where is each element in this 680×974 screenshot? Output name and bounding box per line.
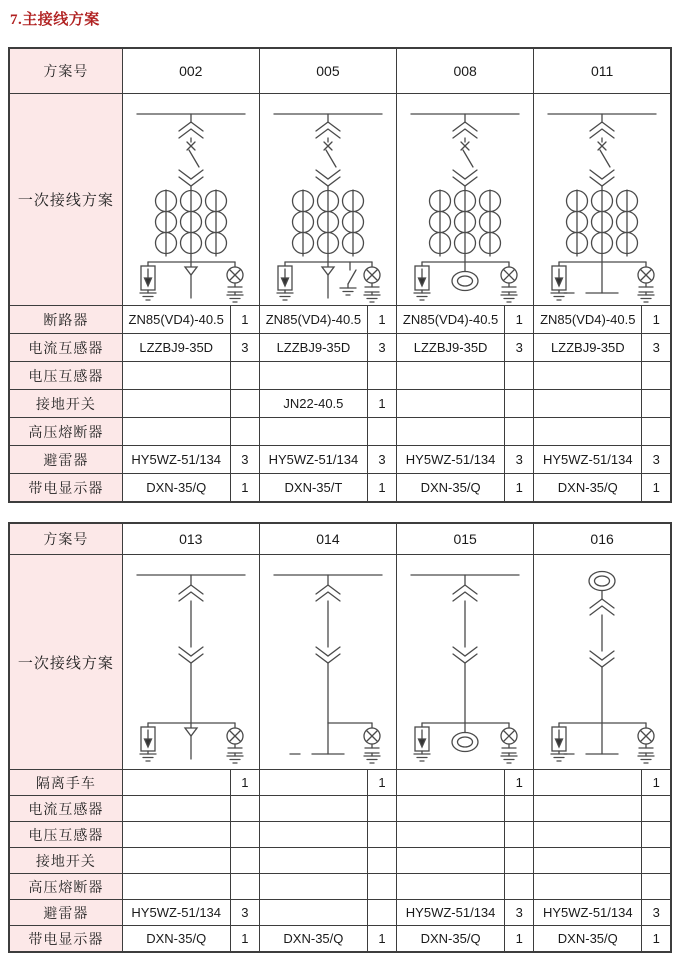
component-label-arrester: 避雷器	[9, 900, 122, 926]
component-qty	[230, 822, 259, 848]
component-qty	[642, 874, 671, 900]
component-type: HY5WZ-51/134	[122, 446, 230, 474]
component-type: HY5WZ-51/134	[397, 446, 505, 474]
component-row-earthing-switch	[9, 848, 671, 874]
diagram-row	[9, 94, 671, 306]
wiring-diagram-cell-013	[122, 555, 259, 770]
component-qty	[367, 874, 396, 900]
tables-container	[0, 47, 680, 953]
component-label-earthing-switch: 接地开关	[9, 390, 122, 418]
component-qty: 1	[230, 770, 259, 796]
component-qty: 1	[367, 474, 396, 503]
component-type	[534, 362, 642, 390]
component-qty: 1	[230, 926, 259, 953]
component-type: ZN85(VD4)-40.5	[534, 306, 642, 334]
component-label-hv-fuse: 高压熔断器	[9, 418, 122, 446]
component-qty	[367, 362, 396, 390]
scheme-number-002: 002	[122, 48, 259, 94]
component-qty	[367, 418, 396, 446]
scheme-number-008: 008	[397, 48, 534, 94]
component-type: DXN-35/Q	[534, 474, 642, 503]
component-type	[259, 848, 367, 874]
component-type	[534, 796, 642, 822]
component-type	[259, 418, 367, 446]
scheme-no-header: 方案号	[9, 523, 122, 555]
component-qty: 3	[505, 446, 534, 474]
component-type: LZZBJ9-35D	[122, 334, 230, 362]
diagram-row	[9, 555, 671, 770]
wiring-diagram-cell-014	[259, 555, 396, 770]
component-type: ZN85(VD4)-40.5	[397, 306, 505, 334]
component-type	[259, 796, 367, 822]
component-label-voltage-transformer: 电压互感器	[9, 822, 122, 848]
component-qty: 1	[642, 926, 671, 953]
component-type: DXN-35/Q	[534, 926, 642, 953]
component-type: ZN85(VD4)-40.5	[122, 306, 230, 334]
component-qty	[505, 848, 534, 874]
component-type	[122, 874, 230, 900]
scheme-number-015: 015	[397, 523, 534, 555]
component-type	[397, 822, 505, 848]
component-type	[122, 770, 230, 796]
component-row-current-transformer	[9, 796, 671, 822]
wiring-diagram-cell-008	[397, 94, 534, 306]
component-qty: 3	[505, 900, 534, 926]
component-qty	[367, 796, 396, 822]
wiring-diagram-cell-016	[534, 555, 671, 770]
component-label-current-transformer: 电流互感器	[9, 334, 122, 362]
component-qty: 1	[230, 306, 259, 334]
single-line-diagram-011	[534, 94, 670, 305]
component-label-live-display: 带电显示器	[9, 926, 122, 953]
scheme-number-014: 014	[259, 523, 396, 555]
component-qty: 1	[367, 770, 396, 796]
component-type	[534, 848, 642, 874]
component-type	[122, 418, 230, 446]
component-label-breaker: 断路器	[9, 306, 122, 334]
component-qty	[230, 390, 259, 418]
component-type: DXN-35/Q	[397, 926, 505, 953]
component-type: JN22-40.5	[259, 390, 367, 418]
component-label-hv-fuse: 高压熔断器	[9, 874, 122, 900]
single-line-diagram-005	[260, 94, 396, 305]
component-qty	[505, 418, 534, 446]
component-qty	[505, 822, 534, 848]
component-qty: 3	[642, 900, 671, 926]
scheme-table-2	[8, 522, 672, 953]
component-qty	[505, 362, 534, 390]
component-type: DXN-35/Q	[259, 926, 367, 953]
document-page	[0, 8, 680, 974]
component-row-current-transformer	[9, 334, 671, 362]
component-type	[534, 390, 642, 418]
component-row-voltage-transformer	[9, 822, 671, 848]
component-qty	[505, 796, 534, 822]
scheme-number-016: 016	[534, 523, 671, 555]
component-qty	[230, 362, 259, 390]
component-row-voltage-transformer	[9, 362, 671, 390]
component-row-earthing-switch	[9, 390, 671, 418]
component-qty: 3	[367, 446, 396, 474]
component-label-voltage-transformer: 电压互感器	[9, 362, 122, 390]
component-qty: 1	[367, 306, 396, 334]
component-type: DXN-35/T	[259, 474, 367, 503]
component-qty	[230, 848, 259, 874]
component-type	[122, 390, 230, 418]
component-type	[259, 770, 367, 796]
component-type	[534, 822, 642, 848]
table-header-row	[9, 48, 671, 94]
component-qty: 1	[505, 474, 534, 503]
component-qty: 3	[230, 334, 259, 362]
diagram-row-label: 一次接线方案	[9, 555, 122, 770]
wiring-diagram-cell-002	[122, 94, 259, 306]
component-type: HY5WZ-51/134	[122, 900, 230, 926]
component-row-hv-fuse	[9, 418, 671, 446]
component-type	[259, 362, 367, 390]
component-type	[397, 874, 505, 900]
component-row-live-display	[9, 926, 671, 953]
component-qty	[367, 822, 396, 848]
component-type: ZN85(VD4)-40.5	[259, 306, 367, 334]
single-line-diagram-016	[534, 555, 670, 769]
single-line-diagram-015	[397, 555, 533, 769]
component-row-arrester	[9, 446, 671, 474]
component-qty: 3	[367, 334, 396, 362]
component-type: HY5WZ-51/134	[397, 900, 505, 926]
component-type	[534, 874, 642, 900]
component-qty: 1	[230, 474, 259, 503]
component-qty	[230, 796, 259, 822]
component-type	[397, 362, 505, 390]
component-qty: 1	[505, 926, 534, 953]
component-type	[534, 770, 642, 796]
component-type	[397, 390, 505, 418]
component-label-current-transformer: 电流互感器	[9, 796, 122, 822]
component-qty: 1	[642, 306, 671, 334]
table-header-row	[9, 523, 671, 555]
component-type	[397, 770, 505, 796]
diagram-row-label: 一次接线方案	[9, 94, 122, 306]
component-type	[534, 418, 642, 446]
component-qty: 3	[230, 900, 259, 926]
component-qty	[642, 796, 671, 822]
component-qty	[642, 418, 671, 446]
scheme-no-header: 方案号	[9, 48, 122, 94]
component-qty: 1	[505, 770, 534, 796]
component-qty	[642, 390, 671, 418]
component-qty: 1	[367, 926, 396, 953]
component-type: DXN-35/Q	[122, 926, 230, 953]
component-qty	[642, 848, 671, 874]
single-line-diagram-008	[397, 94, 533, 305]
single-line-diagram-014	[260, 555, 396, 769]
component-row-isolating-handcart	[9, 770, 671, 796]
component-qty: 3	[505, 334, 534, 362]
component-type: LZZBJ9-35D	[259, 334, 367, 362]
component-type	[122, 362, 230, 390]
wiring-diagram-cell-015	[397, 555, 534, 770]
page-title: 7.主接线方案	[10, 12, 100, 28]
component-type	[259, 900, 367, 926]
component-type	[397, 848, 505, 874]
component-row-breaker	[9, 306, 671, 334]
component-qty: 1	[367, 390, 396, 418]
component-type: HY5WZ-51/134	[259, 446, 367, 474]
component-qty: 3	[642, 334, 671, 362]
component-type	[259, 874, 367, 900]
component-qty	[505, 874, 534, 900]
component-qty	[367, 848, 396, 874]
component-qty	[367, 900, 396, 926]
single-line-diagram-002	[123, 94, 259, 305]
component-type: LZZBJ9-35D	[534, 334, 642, 362]
component-type: HY5WZ-51/134	[534, 446, 642, 474]
component-label-live-display: 带电显示器	[9, 474, 122, 503]
component-qty	[505, 390, 534, 418]
component-qty	[642, 362, 671, 390]
wiring-diagram-cell-005	[259, 94, 396, 306]
component-type	[397, 796, 505, 822]
component-row-arrester	[9, 900, 671, 926]
component-label-earthing-switch: 接地开关	[9, 848, 122, 874]
component-qty: 1	[505, 306, 534, 334]
scheme-table-1	[8, 47, 672, 503]
component-qty	[230, 418, 259, 446]
component-row-hv-fuse	[9, 874, 671, 900]
component-type: HY5WZ-51/134	[534, 900, 642, 926]
component-type: LZZBJ9-35D	[397, 334, 505, 362]
scheme-number-013: 013	[122, 523, 259, 555]
component-label-arrester: 避雷器	[9, 446, 122, 474]
component-type: DXN-35/Q	[397, 474, 505, 503]
component-type	[122, 796, 230, 822]
wiring-diagram-cell-011	[534, 94, 671, 306]
component-type: DXN-35/Q	[122, 474, 230, 503]
component-qty	[642, 822, 671, 848]
component-row-live-display	[9, 474, 671, 503]
component-qty: 1	[642, 770, 671, 796]
component-qty: 3	[642, 446, 671, 474]
component-type	[122, 822, 230, 848]
single-line-diagram-013	[123, 555, 259, 769]
component-qty	[230, 874, 259, 900]
component-type	[122, 848, 230, 874]
component-label-isolating-handcart: 隔离手车	[9, 770, 122, 796]
component-qty: 1	[642, 474, 671, 503]
scheme-number-005: 005	[259, 48, 396, 94]
component-type	[259, 822, 367, 848]
component-type	[397, 418, 505, 446]
component-qty: 3	[230, 446, 259, 474]
scheme-number-011: 011	[534, 48, 671, 94]
